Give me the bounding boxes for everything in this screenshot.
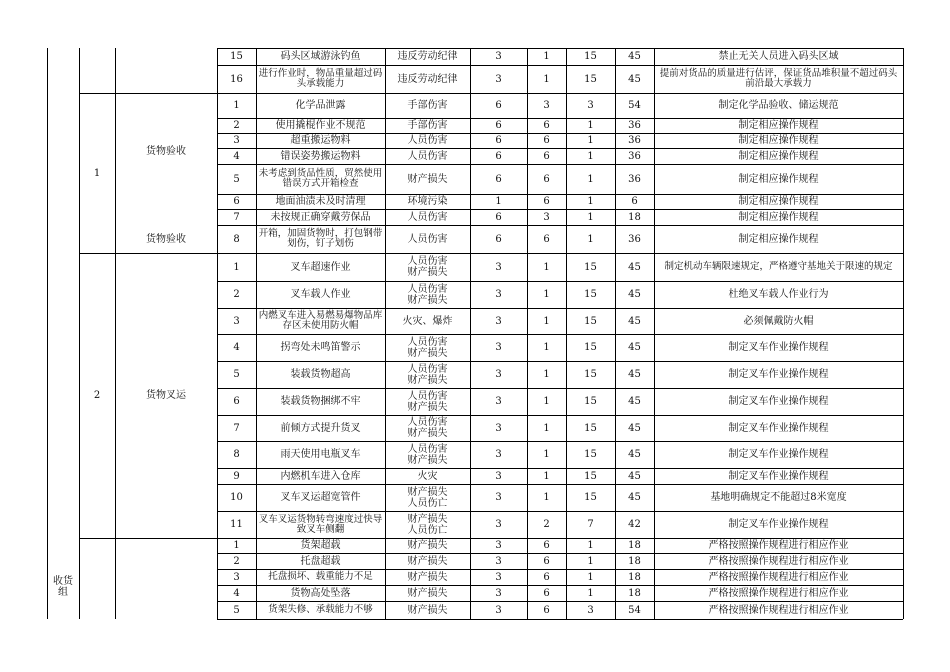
exposure-cell: 1 [543, 369, 550, 380]
row-number: 1 [233, 100, 240, 111]
row-border [217, 361, 903, 362]
hazard-cell: 雨天使用电瓶叉车 [280, 449, 361, 460]
row-number: 1 [233, 261, 240, 273]
row-border [217, 281, 903, 282]
row-number: 4 [233, 150, 240, 162]
exposure-cell: 6 [543, 604, 550, 616]
column-border [385, 48, 386, 619]
group-border [79, 93, 217, 94]
consequence-cell: 财产损失 [407, 604, 448, 616]
consequence-cell: 手部伤害 [407, 100, 448, 111]
hazard-cell: 使用撬棍作业不规范 [275, 120, 366, 131]
likelihood-cell: 6 [495, 173, 502, 185]
likelihood-cell: 3 [495, 555, 502, 567]
row-number: 2 [233, 555, 240, 567]
hazard-cell: 超重搬运物料 [290, 135, 351, 146]
consequence-cell: 财产损失 [407, 555, 448, 567]
likelihood-cell: 3 [495, 396, 502, 407]
consequence-score-cell: 15 [584, 369, 597, 380]
risk-score-cell: 36 [628, 135, 641, 146]
consequence-score-cell: 1 [587, 587, 594, 599]
likelihood-cell: 3 [495, 261, 502, 273]
consequence-score-cell: 15 [584, 261, 597, 273]
row-border [217, 538, 903, 539]
consequence-cell: 人员伤害 财产损失 [407, 417, 448, 439]
hazard-cell: 错误姿势搬运物料 [280, 150, 361, 162]
measure-cell: 基地明确规定不能超过8米宽度 [710, 492, 847, 503]
consequence-cell: 火灾、爆炸 [402, 315, 453, 327]
measure-cell: 杜绝叉车载人作业行为 [728, 289, 829, 300]
likelihood-cell: 3 [495, 342, 502, 353]
consequence-score-cell: 15 [584, 315, 597, 327]
consequence-cell: 财产损失 [407, 540, 448, 551]
likelihood-cell: 6 [495, 150, 502, 162]
risk-score-cell: 18 [628, 540, 641, 551]
row-number: 3 [233, 315, 240, 327]
row-number: 5 [233, 173, 240, 185]
row-border [217, 441, 903, 442]
likelihood-cell: 3 [495, 470, 502, 482]
risk-score-cell: 45 [628, 449, 641, 460]
exposure-cell: 6 [543, 120, 550, 131]
risk-score-cell: 54 [628, 604, 641, 616]
consequence-cell: 人员伤害 财产损失 [407, 443, 448, 466]
exposure-cell: 1 [543, 396, 550, 407]
hazard-cell: 前倾方式提升货叉 [280, 422, 361, 434]
consequence-score-cell: 7 [587, 519, 594, 530]
risk-score-cell: 45 [628, 396, 641, 407]
exposure-cell: 6 [543, 150, 550, 162]
exposure-cell: 6 [543, 173, 550, 185]
measure-cell: 必须佩戴防火帽 [743, 315, 814, 327]
measure-cell: 制定相应操作规程 [738, 196, 819, 207]
hazard-cell: 装载货物超高 [290, 369, 351, 380]
consequence-cell: 财产损失 人员伤亡 [407, 513, 448, 536]
hazard-cell: 进行作业时，物品重量超过码头承载能力 [258, 68, 383, 89]
row-number: 7 [233, 422, 240, 434]
risk-score-cell: 45 [628, 289, 641, 300]
row-border [217, 601, 903, 602]
row-border [217, 334, 903, 335]
risk-score-cell: 45 [628, 261, 641, 273]
column-border [115, 48, 116, 619]
measure-cell: 制定叉车作业操作规程 [728, 396, 829, 407]
consequence-score-cell: 15 [584, 73, 597, 85]
exposure-cell: 6 [543, 587, 550, 599]
row-number: 10 [230, 492, 243, 503]
column-border [903, 48, 904, 619]
hazard-cell: 装载货物捆绑不牢 [280, 396, 361, 407]
column-border [217, 48, 218, 619]
column-border [79, 48, 80, 619]
likelihood-cell: 3 [495, 51, 502, 62]
exposure-cell: 2 [543, 519, 550, 530]
likelihood-cell: 6 [495, 100, 502, 111]
exposure-cell: 6 [543, 555, 550, 567]
row-border [217, 48, 903, 49]
risk-score-cell: 42 [628, 519, 641, 530]
consequence-score-cell: 1 [587, 196, 594, 207]
hazard-cell: 货架失修、承载能力不够 [268, 604, 373, 615]
row-number: 2 [233, 289, 240, 300]
row-border [217, 415, 903, 416]
row-number: 5 [233, 369, 240, 380]
group-number: 2 [93, 390, 101, 401]
department-label: 收货 组 [53, 576, 73, 598]
consequence-score-cell: 1 [587, 555, 594, 567]
column-border [527, 48, 528, 619]
row-number: 6 [233, 396, 240, 407]
exposure-cell: 1 [543, 422, 550, 434]
risk-score-cell: 45 [628, 51, 641, 62]
hazard-cell: 内燃机车进入仓库 [280, 470, 361, 482]
row-border [217, 585, 903, 586]
measure-cell: 严格按照操作规程进行相应作业 [708, 540, 849, 551]
hazard-cell: 货物高处坠落 [290, 587, 351, 599]
likelihood-cell: 3 [495, 492, 502, 503]
consequence-score-cell: 15 [584, 396, 597, 407]
measure-cell: 制定相应操作规程 [738, 135, 819, 146]
measure-cell: 严格按照操作规程进行相应作业 [708, 571, 849, 583]
consequence-score-cell: 15 [584, 492, 597, 503]
consequence-cell: 人员伤害 财产损失 [407, 256, 448, 278]
measure-cell: 制定化学品验收、储运规范 [718, 100, 839, 111]
risk-score-cell: 45 [628, 422, 641, 434]
row-number: 5 [233, 604, 240, 616]
consequence-score-cell: 15 [584, 289, 597, 300]
consequence-cell: 人员伤害 财产损失 [407, 283, 448, 306]
risk-score-cell: 45 [628, 342, 641, 353]
risk-score-cell: 18 [628, 211, 641, 223]
column-border [256, 48, 257, 619]
exposure-cell: 1 [543, 470, 550, 482]
consequence-score-cell: 1 [587, 571, 594, 583]
row-border [217, 388, 903, 389]
row-border [217, 511, 903, 512]
row-border [217, 553, 903, 554]
group-border [79, 538, 217, 539]
consequence-cell: 人员伤害 财产损失 [407, 390, 448, 413]
column-border [654, 48, 655, 619]
consequence-cell: 火灾 [417, 470, 438, 482]
exposure-cell: 1 [543, 261, 550, 273]
group-name: 货物叉运 [146, 390, 186, 401]
consequence-score-cell: 15 [584, 449, 597, 460]
likelihood-cell: 3 [495, 587, 502, 599]
exposure-cell: 6 [543, 135, 550, 146]
likelihood-cell: 3 [495, 519, 502, 530]
consequence-score-cell: 1 [587, 120, 594, 131]
consequence-score-cell: 3 [587, 100, 594, 111]
group-border [79, 253, 217, 254]
consequence-score-cell: 1 [587, 173, 594, 185]
exposure-cell: 3 [543, 100, 550, 111]
likelihood-cell: 1 [495, 196, 502, 207]
likelihood-cell: 3 [495, 540, 502, 551]
row-number: 1 [233, 540, 240, 551]
row-number: 3 [233, 135, 240, 146]
measure-cell: 禁止无关人员进入码头区域 [718, 51, 839, 62]
row-number: 7 [233, 211, 240, 223]
row-number: 2 [233, 120, 240, 131]
risk-score-cell: 54 [628, 100, 641, 111]
risk-score-cell: 36 [628, 120, 641, 131]
likelihood-cell: 6 [495, 233, 502, 245]
column-border [566, 48, 567, 619]
measure-cell: 制定叉车作业操作规程 [728, 470, 829, 482]
row-border [217, 133, 903, 134]
exposure-cell: 1 [543, 449, 550, 460]
hazard-cell: 内燃叉车进入易燃易爆物品库存区未使用防火帽 [258, 310, 383, 331]
exposure-cell: 3 [543, 211, 550, 223]
likelihood-cell: 6 [495, 211, 502, 223]
measure-cell: 制定叉车作业操作规程 [728, 422, 829, 434]
exposure-cell: 6 [543, 571, 550, 583]
group-number: 1 [93, 167, 101, 179]
consequence-cell: 人员伤害 [407, 135, 448, 146]
measure-cell: 严格按照操作规程进行相应作业 [708, 604, 849, 616]
risk-score-cell: 36 [628, 173, 641, 185]
hazard-cell: 叉车载人作业 [290, 289, 351, 300]
exposure-cell: 1 [543, 315, 550, 327]
risk-score-cell: 45 [628, 369, 641, 380]
row-number: 16 [230, 73, 243, 85]
hazard-cell: 货架超载 [300, 540, 341, 551]
row-number: 3 [233, 571, 240, 583]
risk-score-cell: 45 [628, 73, 641, 85]
measure-cell: 制定相应操作规程 [738, 173, 819, 185]
consequence-cell: 财产损失 人员伤亡 [407, 486, 448, 509]
exposure-cell: 1 [543, 73, 550, 85]
hazard-cell: 开箱，加固货物时，打包钢带划伤，钉子划伤 [258, 228, 383, 249]
measure-cell: 严格按照操作规程进行相应作业 [708, 587, 849, 599]
risk-score-cell: 45 [628, 315, 641, 327]
row-border [217, 118, 903, 119]
row-border [217, 148, 903, 149]
risk-score-cell: 18 [628, 571, 641, 583]
measure-cell: 制定相应操作规程 [738, 120, 819, 131]
row-number: 4 [233, 587, 240, 599]
hazard-cell: 未按规正确穿戴劳保品 [270, 211, 371, 223]
consequence-cell: 人员伤害 [407, 150, 448, 162]
consequence-cell: 财产损失 [407, 587, 448, 599]
risk-score-cell: 6 [631, 196, 638, 207]
consequence-cell: 财产损失 [407, 571, 448, 583]
hazard-cell: 拐弯处未鸣笛警示 [280, 342, 361, 353]
group-name: 货物验收 [146, 145, 186, 157]
column-border [470, 48, 471, 619]
likelihood-cell: 3 [495, 369, 502, 380]
exposure-cell: 6 [543, 233, 550, 245]
likelihood-cell: 3 [495, 449, 502, 460]
consequence-score-cell: 15 [584, 342, 597, 353]
column-border [47, 48, 48, 619]
consequence-score-cell: 15 [584, 470, 597, 482]
group-name: 货物验收 [146, 233, 186, 245]
row-border [217, 484, 903, 485]
likelihood-cell: 3 [495, 289, 502, 300]
likelihood-cell: 3 [495, 315, 502, 327]
consequence-cell: 人员伤害 财产损失 [407, 363, 448, 386]
likelihood-cell: 3 [495, 73, 502, 85]
hazard-cell: 化学品泄露 [295, 100, 346, 111]
measure-cell: 制定相应操作规程 [738, 150, 819, 162]
exposure-cell: 1 [543, 492, 550, 503]
consequence-cell: 人员伤害 财产损失 [407, 336, 448, 359]
row-border [217, 308, 903, 309]
row-border [217, 164, 903, 165]
hazard-cell: 叉车叉运货物转弯速度过快导致叉车侧翻 [258, 513, 383, 535]
hazard-cell: 叉车超速作业 [290, 261, 351, 273]
hazard-cell: 托盘超载 [300, 555, 341, 567]
row-border [217, 468, 903, 469]
row-border [217, 209, 903, 210]
row-border [217, 93, 903, 94]
consequence-cell: 环境污染 [407, 196, 448, 207]
measure-cell: 提前对货品的质量进行估评，保证货品堆积量不超过码头前沿最大承载力 [659, 68, 898, 89]
hazard-cell: 未考虑到货品性质，贸然使用错误方式开箱检查 [258, 168, 383, 189]
measure-cell: 制定相应操作规程 [738, 233, 819, 245]
row-border [217, 569, 903, 570]
row-number: 8 [233, 449, 240, 460]
consequence-score-cell: 1 [587, 150, 594, 162]
measure-cell: 制定叉车作业操作规程 [728, 519, 829, 530]
row-number: 6 [233, 196, 240, 207]
consequence-score-cell: 1 [587, 211, 594, 223]
row-number: 8 [233, 233, 240, 245]
exposure-cell: 1 [543, 342, 550, 353]
exposure-cell: 6 [543, 540, 550, 551]
row-number: 11 [230, 519, 243, 530]
consequence-score-cell: 15 [584, 422, 597, 434]
consequence-cell: 手部伤害 [407, 120, 448, 131]
consequence-cell: 人员伤害 [407, 233, 448, 245]
row-border [217, 619, 903, 620]
measure-cell: 严格按照操作规程进行相应作业 [708, 555, 849, 567]
row-border [217, 65, 903, 66]
hazard-cell: 地面油渍未及时清理 [275, 196, 366, 207]
consequence-cell: 违反劳动纪律 [397, 73, 458, 85]
consequence-score-cell: 1 [587, 233, 594, 245]
consequence-score-cell: 15 [584, 51, 597, 62]
row-border [217, 225, 903, 226]
consequence-cell: 人员伤害 [407, 211, 448, 223]
row-border [217, 194, 903, 195]
likelihood-cell: 3 [495, 422, 502, 434]
row-number: 4 [233, 342, 240, 353]
consequence-cell: 财产损失 [407, 173, 448, 185]
row-number: 15 [230, 51, 243, 62]
risk-score-cell: 36 [628, 150, 641, 162]
measure-cell: 制定机动车辆限速规定，严格遵守基地关于限速的规定 [664, 261, 893, 272]
row-border [217, 253, 903, 254]
exposure-cell: 1 [543, 51, 550, 62]
measure-cell: 制定叉车作业操作规程 [728, 342, 829, 353]
risk-score-cell: 36 [628, 233, 641, 245]
row-number: 9 [233, 470, 240, 482]
risk-score-cell: 18 [628, 555, 641, 567]
exposure-cell: 6 [543, 196, 550, 207]
hazard-cell: 叉车叉运超宽管件 [280, 492, 361, 503]
hazard-cell: 码头区域游泳钓鱼 [280, 51, 361, 62]
likelihood-cell: 3 [495, 571, 502, 583]
measure-cell: 制定相应操作规程 [738, 211, 819, 223]
likelihood-cell: 6 [495, 135, 502, 146]
consequence-score-cell: 1 [587, 540, 594, 551]
consequence-score-cell: 1 [587, 135, 594, 146]
measure-cell: 制定叉车作业操作规程 [728, 369, 829, 380]
likelihood-cell: 3 [495, 604, 502, 616]
exposure-cell: 1 [543, 289, 550, 300]
risk-score-cell: 45 [628, 470, 641, 482]
likelihood-cell: 6 [495, 120, 502, 131]
risk-score-cell: 45 [628, 492, 641, 503]
consequence-score-cell: 3 [587, 604, 594, 616]
hazard-cell: 托盘损坏、载重能力不足 [268, 571, 373, 582]
risk-score-cell: 18 [628, 587, 641, 599]
measure-cell: 制定叉车作业操作规程 [728, 449, 829, 460]
consequence-cell: 违反劳动纪律 [397, 51, 458, 62]
column-border [615, 48, 616, 619]
